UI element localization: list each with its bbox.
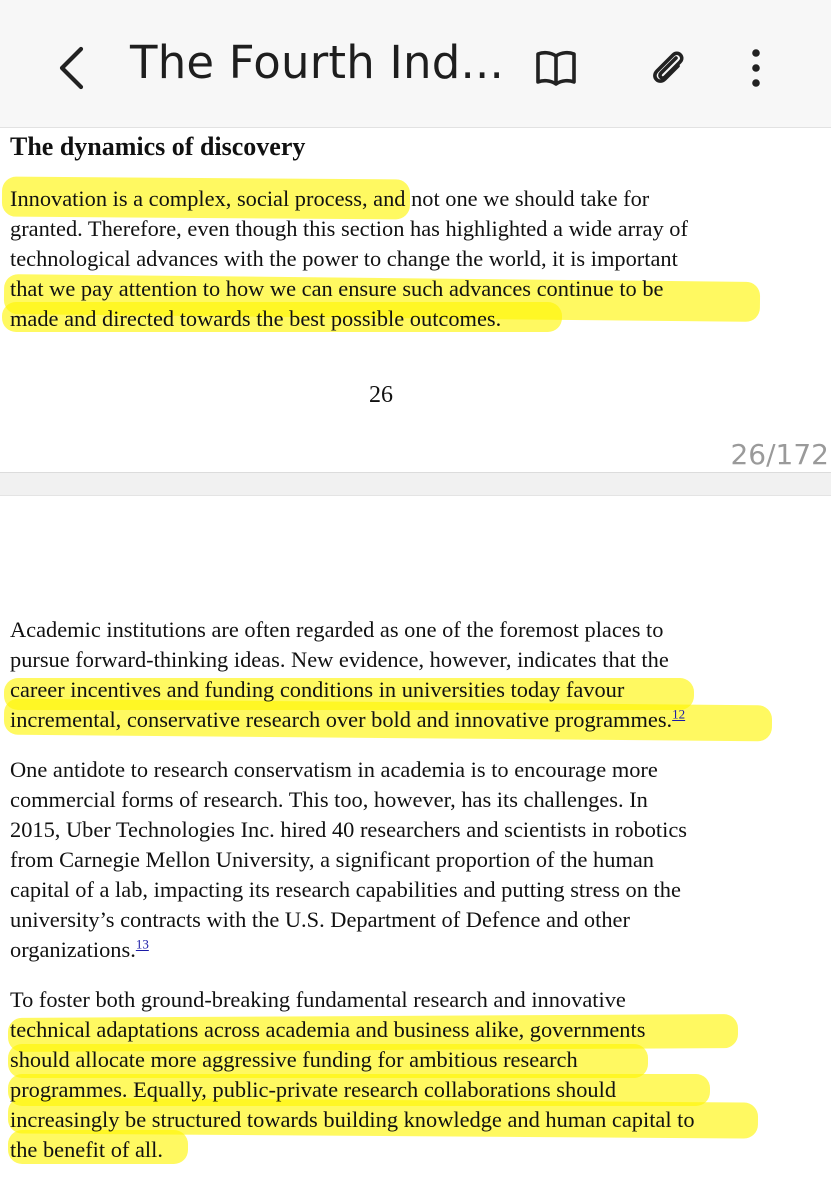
more-vertical-icon	[751, 48, 761, 88]
page-counter: 26/172	[730, 438, 829, 471]
page-number: 26	[369, 382, 393, 408]
reading-mode-button[interactable]	[528, 40, 584, 96]
text-line: pursue forward-thinking ideas. New evidence, however, indicates that the	[10, 647, 669, 672]
text-line: Academic institutions are often regarded as one of the foremost places to	[10, 617, 664, 642]
text-line: technical adaptations across academia and business alike, governments	[10, 1017, 646, 1042]
text-line-content: incremental, conservative research over bold and innovative programmes.	[10, 707, 673, 732]
footnote-link[interactable]: 12	[672, 706, 686, 722]
back-button[interactable]	[46, 38, 98, 98]
paragraph-antidote	[10, 755, 790, 965]
text-line: One antidote to research conservatism in academia is to encourage more	[10, 757, 658, 782]
text-line: Innovation is a complex, social process, and not one we should take for	[10, 186, 650, 211]
chevron-left-icon	[57, 46, 87, 90]
text-line: granted. Therefore, even though this section has highlighted a wide array of	[10, 216, 688, 241]
text-line	[10, 935, 790, 965]
paragraph-innovation	[10, 184, 790, 334]
text-line: increasingly be structured towards building knowledge and human capital to	[10, 1107, 695, 1132]
text-line: should allocate more aggressive funding for ambitious research	[10, 1047, 578, 1072]
footnote-link[interactable]: 13	[135, 936, 149, 952]
section-heading: The dynamics of discovery	[10, 132, 306, 161]
text-line: the benefit of all.	[10, 1137, 163, 1162]
text-line: university’s contracts with the U.S. Department of Defence and other	[10, 907, 630, 932]
text-line: career incentives and funding conditions in universities today favour	[10, 677, 625, 702]
text-line	[10, 705, 790, 735]
text-line: made and directed towards the best possible outcomes.	[10, 306, 502, 331]
text-line: programmes. Equally, public-private research collaborations should	[10, 1077, 617, 1102]
paragraph-foster	[10, 985, 790, 1165]
paperclip-icon	[646, 46, 690, 90]
text-line-content: organizations.	[10, 937, 136, 962]
page-separator	[0, 472, 831, 496]
document-title: The Fourth Ind...	[130, 36, 504, 89]
open-book-icon	[534, 48, 578, 88]
text-line: 2015, Uber Technologies Inc. hired 40 researchers and scientists in robotics	[10, 817, 688, 842]
text-line: To foster both ground-breaking fundamental research and innovative	[10, 987, 626, 1012]
top-app-bar	[0, 0, 831, 128]
text-line: commercial forms of research. This too, however, has its challenges. In	[10, 787, 648, 812]
more-options-button[interactable]	[734, 40, 778, 96]
text-line: capital of a lab, impacting its research capabilities and putting stress on the	[10, 877, 681, 902]
text-line: technological advances with the power to change the world, it is important	[10, 246, 678, 271]
text-line: that we pay attention to how we can ensure such advances continue to be	[10, 276, 664, 301]
paragraph-academic	[10, 615, 790, 735]
text-line: from Carnegie Mellon University, a significant proportion of the human	[10, 847, 654, 872]
attachment-button[interactable]	[640, 40, 696, 96]
